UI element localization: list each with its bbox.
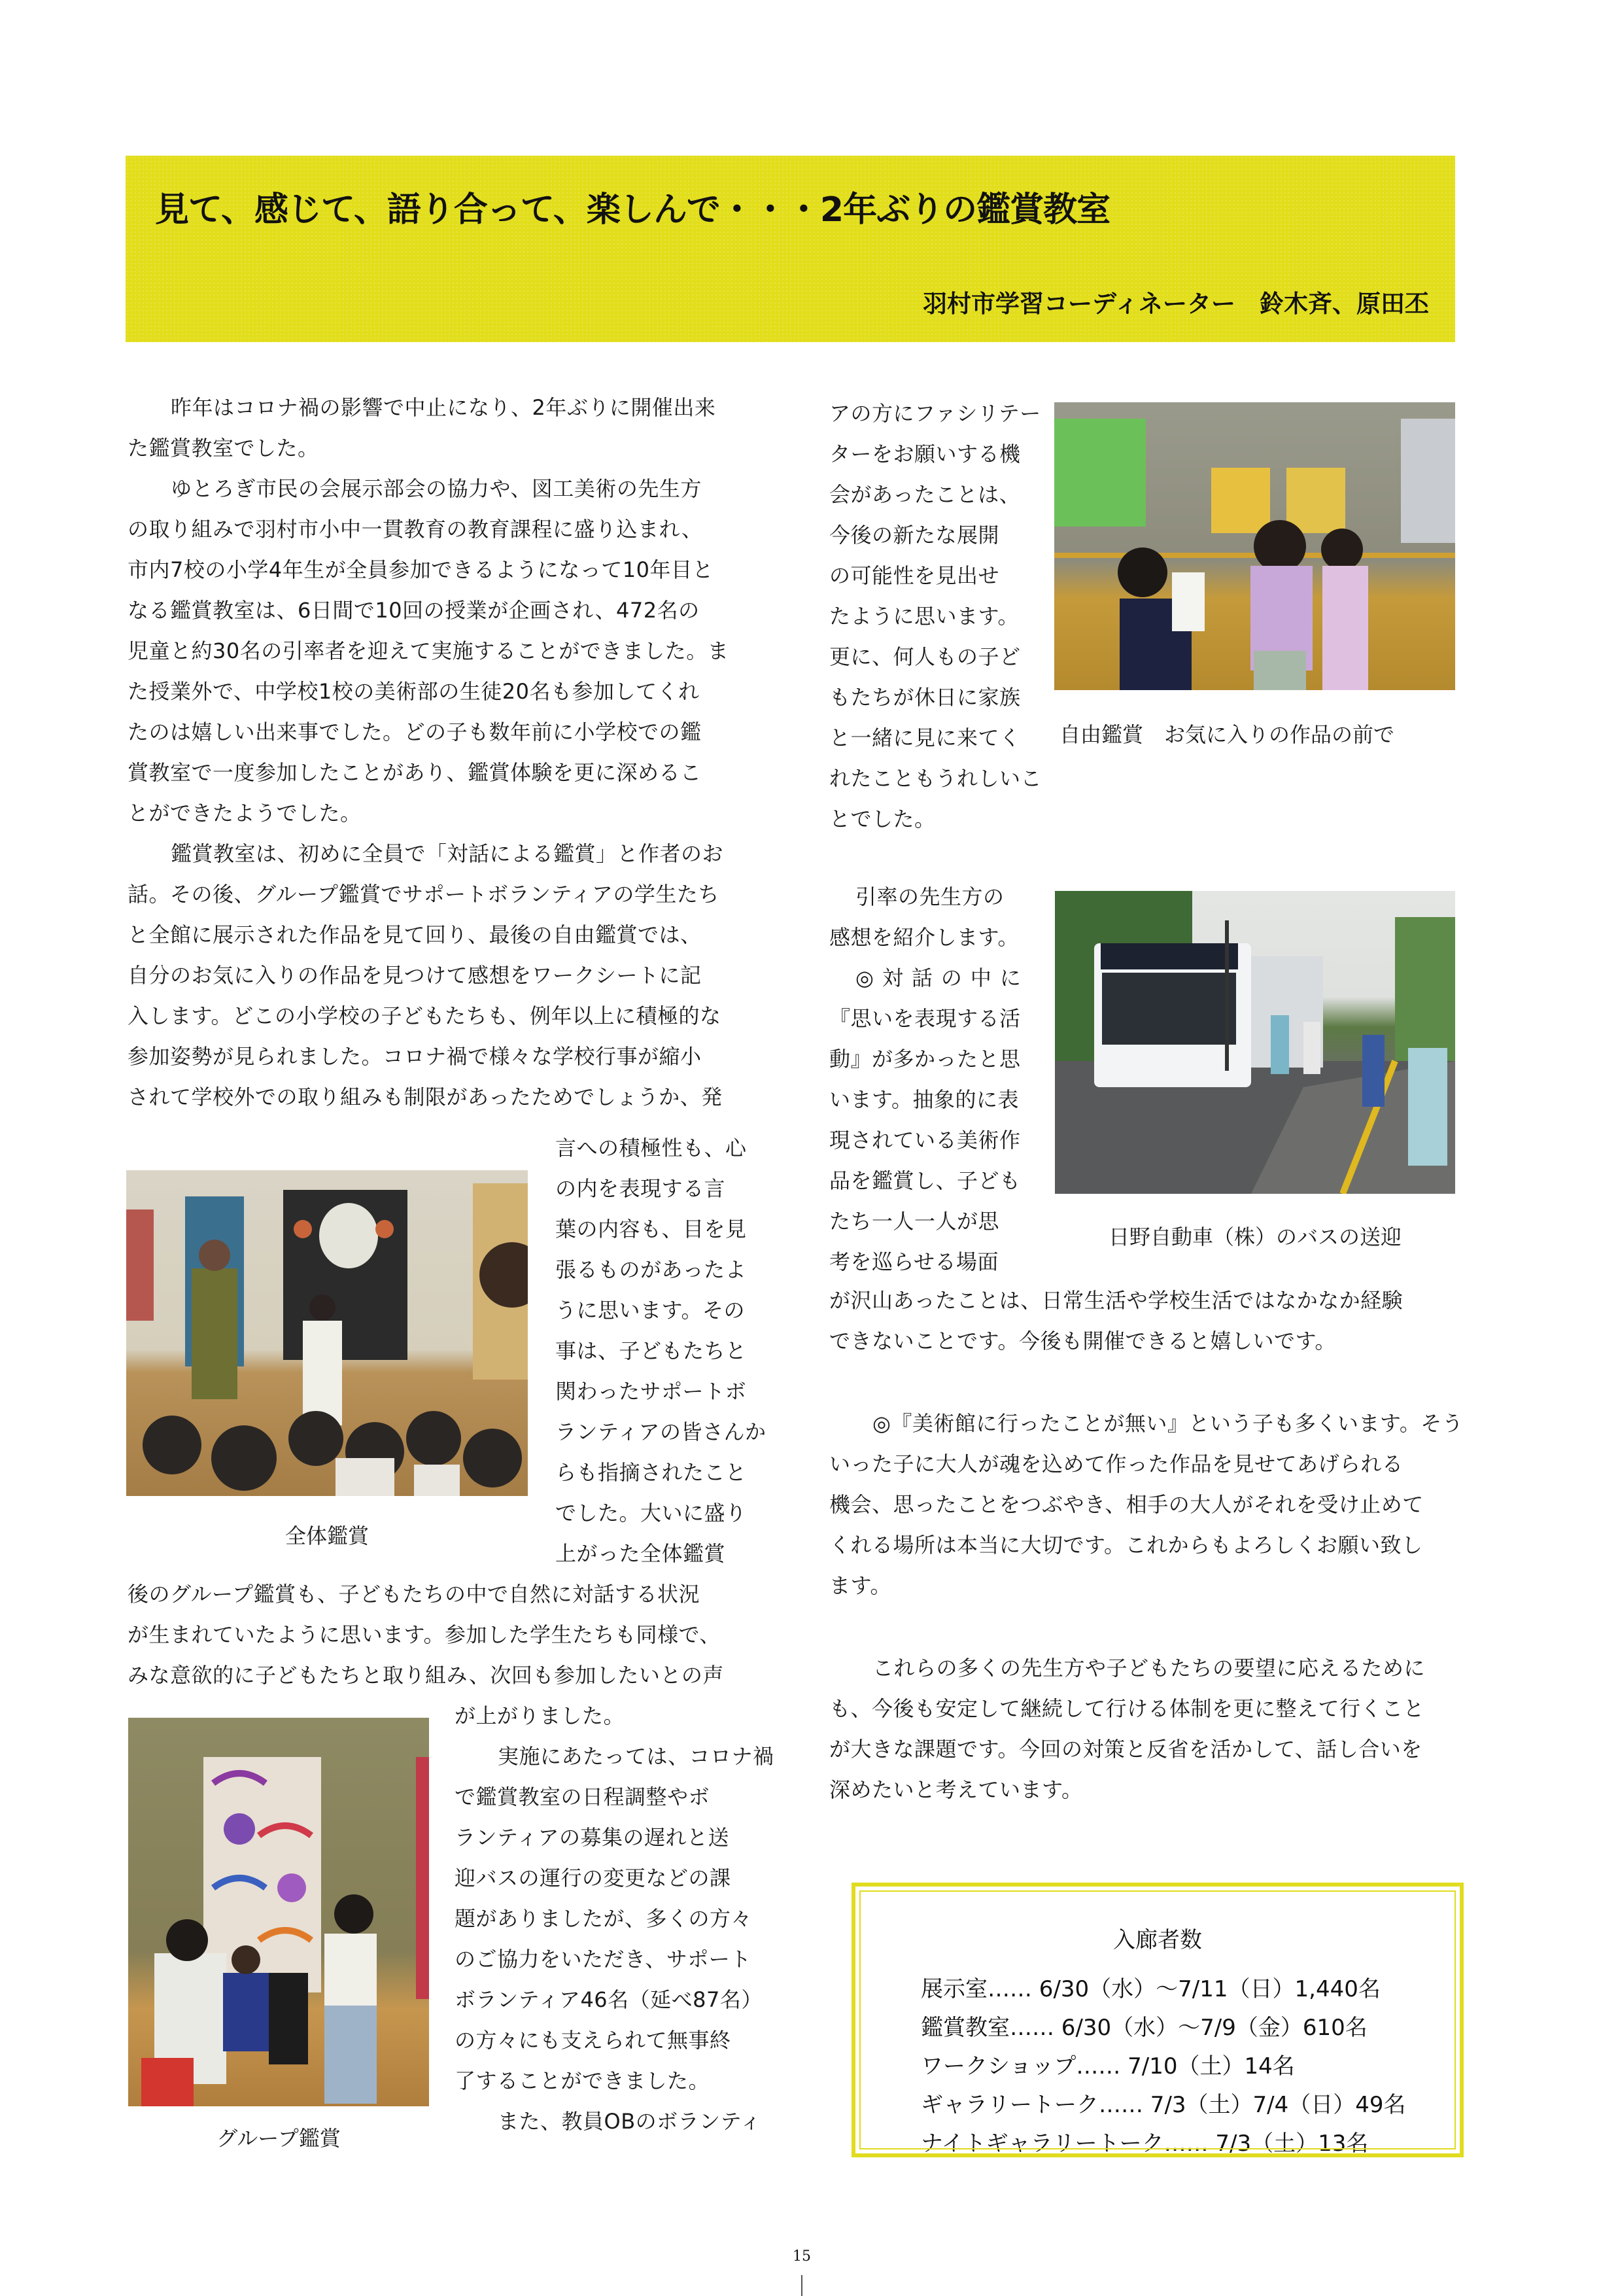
paragraph-line: 更に、何人もの子ど bbox=[829, 644, 1021, 669]
photo-group-caption: グループ鑑賞 bbox=[216, 2126, 341, 2151]
photo-free-caption: 自由鑑賞 お気に入りの作品の前で bbox=[1059, 722, 1395, 747]
paragraph-line: もたちが休日に家族 bbox=[829, 685, 1021, 710]
left-text-block-4 bbox=[455, 1696, 774, 2142]
paragraph-line: 動』が多かったと思 bbox=[829, 1047, 1021, 1071]
paragraph-line: 現されている美術作 bbox=[829, 1128, 1021, 1153]
paragraph-line: 昨年はコロナ禍の影響で中止になり、2年ぶりに開催出来 bbox=[171, 395, 716, 420]
right-text-block-3 bbox=[829, 1280, 1464, 1361]
paragraph-line: 深めたいと考えています。 bbox=[829, 1777, 1083, 1802]
attendance-row: ワークショップ…… 7/10（土）14名 bbox=[921, 2053, 1295, 2079]
paragraph-line: 了することができました。 bbox=[455, 2068, 710, 2093]
paragraph-line: できないことです。今後も開催できると嬉しいです。 bbox=[829, 1329, 1336, 1353]
attendance-list bbox=[921, 1970, 1406, 2163]
paragraph-line: 題がありましたが、多くの方々 bbox=[455, 1906, 753, 1931]
attendance-row: 展示室…… 6/30（水）～7/11（日）1,440名 bbox=[921, 1976, 1381, 2002]
paragraph-line: 実施にあたっては、コロナ禍 bbox=[498, 1744, 774, 1769]
paragraph-line: 関わったサポートボ bbox=[555, 1379, 747, 1404]
paragraph-line: たち一人一人が思 bbox=[829, 1209, 1000, 1234]
right-text-block-1 bbox=[829, 393, 1045, 839]
paragraph-line: 引率の先生方の bbox=[855, 884, 1005, 909]
title-banner bbox=[126, 156, 1455, 342]
paragraph-line: ターをお願いする機 bbox=[829, 442, 1021, 466]
paragraph-line: されて学校外での取り組みも制限があったためでしょうか、発 bbox=[128, 1085, 723, 1109]
paragraph-line: ゆとろぎ市民の会展示部会の協力や、図工美術の先生方 bbox=[171, 476, 702, 501]
paragraph-line: の方々にも支えられて無事終 bbox=[455, 2028, 731, 2053]
photo-group-appreciation-illustration bbox=[128, 1718, 429, 2106]
paragraph-line: 児童と約30名の引率者を迎えて実施することができました。ま bbox=[128, 638, 729, 663]
photo-group-appreciation bbox=[128, 1718, 429, 2106]
attendance-row: 鑑賞教室…… 6/30（水）～7/9（金）610名 bbox=[921, 2015, 1368, 2041]
paragraph-line: 張るものがあったよ bbox=[555, 1257, 747, 1282]
right-text-block-2 bbox=[829, 877, 1045, 1282]
paragraph-line: と全館に展示された作品を見て回り、最後の自由鑑賞では、 bbox=[128, 922, 702, 947]
attendance-box bbox=[852, 1883, 1464, 2157]
paragraph-line: 後のグループ鑑賞も、子どもたちの中で自然に対話する状況 bbox=[128, 1582, 700, 1607]
paragraph-line: の内を表現する言 bbox=[555, 1176, 726, 1201]
paragraph-line: ランティアの募集の遅れと送 bbox=[455, 1825, 729, 1850]
page-number: 15 bbox=[793, 2248, 811, 2265]
paragraph-line: 話。その後、グループ鑑賞でサポートボランティアの学生たち bbox=[128, 882, 719, 907]
paragraph-line: 事は、子どもたちと bbox=[555, 1338, 747, 1363]
paragraph-line: が生まれていたように思います。参加した学生たちも同様で、 bbox=[128, 1622, 721, 1647]
paragraph-line: でした。大いに盛り bbox=[555, 1501, 747, 1525]
paragraph-line: これらの多くの先生方や子どもたちの要望に応えるために bbox=[872, 1656, 1426, 1680]
paragraph-line: も、今後も安定して継続して行ける体制を更に整えて行くこと bbox=[829, 1696, 1425, 1721]
paragraph-line: 会があったことは、 bbox=[829, 482, 1021, 507]
paragraph-line: た鑑賞教室でした。 bbox=[128, 436, 319, 461]
paragraph-line: 考を巡らせる場面 bbox=[829, 1249, 999, 1274]
left-text-block-1 bbox=[128, 387, 762, 1117]
paragraph-line: 鑑賞教室は、初めに全員で「対話による鑑賞」と作者のお bbox=[171, 841, 724, 866]
paragraph-line: のご協力をいただき、サポート bbox=[455, 1947, 751, 1972]
photo-whole-appreciation-illustration bbox=[126, 1170, 528, 1496]
paragraph-line: 迎バスの運行の変更などの課 bbox=[455, 1866, 731, 1890]
paragraph-line: が大きな課題です。今回の対策と反省を活かして、話し合いを bbox=[829, 1737, 1422, 1762]
paragraph-line: らも指摘されたこと bbox=[555, 1460, 747, 1485]
right-text-block-4 bbox=[829, 1403, 1464, 1606]
paragraph-line: とでした。 bbox=[829, 807, 936, 831]
photo-free-appreciation-illustration bbox=[1054, 402, 1455, 690]
paragraph-line: います。抽象的に表 bbox=[829, 1087, 1019, 1112]
paragraph-line: が沢山あったことは、日常生活や学校生活ではなかなか経験 bbox=[829, 1288, 1403, 1313]
attendance-row: ナイトギャラリートーク…… 7/3（土）13名 bbox=[921, 2131, 1369, 2157]
right-text-block-5 bbox=[829, 1648, 1464, 1810]
paragraph-line: ます。 bbox=[829, 1573, 891, 1598]
paragraph-line: の取り組みで羽村市小中一貫教育の教育課程に盛り込まれ、 bbox=[128, 517, 703, 542]
paragraph-line: うに思います。その bbox=[555, 1298, 745, 1323]
paragraph-line: なる鑑賞教室は、6日間で10回の授業が企画され、472名の bbox=[128, 598, 700, 623]
paragraph-line: 感想を紹介します。 bbox=[829, 925, 1019, 950]
article-title: 見て、感じて、語り合って、楽しんで・・・2年ぶりの鑑賞教室 bbox=[155, 190, 1110, 230]
paragraph-line: ◎『美術館に行ったことが無い』という子も多くいます。そう bbox=[872, 1411, 1464, 1436]
paragraph-line: 市内7校の小学4年生が全員参加できるようになって10年目と bbox=[128, 557, 714, 582]
paragraph-line: 品を鑑賞し、子ども bbox=[829, 1168, 1021, 1193]
photo-bus-shuttle-illustration bbox=[1055, 891, 1455, 1194]
paragraph-line: みな意欲的に子どもたちと取り組み、次回も参加したいとの声 bbox=[128, 1663, 724, 1688]
paragraph-line: ランティアの皆さんか bbox=[555, 1419, 766, 1444]
photo-whole-appreciation bbox=[126, 1170, 528, 1496]
paragraph-line: 自分のお気に入りの作品を見つけて感想をワークシートに記 bbox=[128, 963, 702, 988]
paragraph-line: 機会、思ったことをつぶやき、相手の大人がそれを受け止めて bbox=[829, 1492, 1424, 1517]
attendance-row: ギャラリートーク…… 7/3（土）7/4（日）49名 bbox=[921, 2092, 1406, 2118]
photo-bus-shuttle bbox=[1055, 891, 1455, 1194]
paragraph-line: と一緒に見に来てく bbox=[829, 725, 1021, 750]
paragraph-line: 『思いを表現する活 bbox=[829, 1006, 1021, 1031]
paragraph-line: 賞教室で一度参加したことがあり、鑑賞体験を更に深めるこ bbox=[128, 760, 702, 785]
paragraph-line: 参加姿勢が見られました。コロナ禍で様々な学校行事が縮小 bbox=[128, 1044, 702, 1069]
paragraph-line: れたこともうれしいこ bbox=[829, 766, 1042, 791]
paragraph-line: 上がった全体鑑賞 bbox=[555, 1541, 726, 1566]
left-text-block-2 bbox=[555, 1128, 765, 1574]
photo-bus-caption: 日野自動車（株）のバスの送迎 bbox=[1108, 1225, 1402, 1249]
paragraph-line: ボランティア46名（延べ87名） bbox=[455, 1987, 763, 2012]
photo-whole-caption: 全体鑑賞 bbox=[284, 1523, 369, 1548]
paragraph-line: たように思います。 bbox=[829, 604, 1019, 629]
paragraph-line: た授業外で、中学校1校の美術部の生徒20名も参加してくれ bbox=[128, 679, 700, 704]
paragraph-line: いった子に大人が魂を込めて作った作品を見せてあげられる bbox=[829, 1452, 1403, 1476]
photo-free-appreciation bbox=[1054, 402, 1455, 690]
paragraph-line: 今後の新たな展開 bbox=[829, 523, 1000, 548]
paragraph-line: 入します。どこの小学校の子どもたちも、例年以上に積極的な bbox=[128, 1003, 721, 1028]
paragraph-line: の可能性を見出せ bbox=[829, 563, 1000, 588]
attendance-title: 入廊者数 bbox=[1113, 1927, 1202, 1953]
paragraph-line: アの方にファシリテー bbox=[829, 401, 1041, 426]
paragraph-line: とができたようでした。 bbox=[128, 801, 362, 826]
paragraph-line: 言への積極性も、心 bbox=[555, 1136, 747, 1160]
article-author: 羽村市学習コーディネーター 鈴木斉、原田丕 bbox=[922, 290, 1429, 318]
paragraph-line: で鑑賞教室の日程調整やボ bbox=[455, 1784, 710, 1809]
paragraph-line: が上がりました。 bbox=[455, 1703, 625, 1728]
paragraph-line: 葉の内容も、目を見 bbox=[555, 1217, 747, 1242]
paragraph-line: また、教員OBのボランティ bbox=[498, 2109, 762, 2134]
page-divider bbox=[801, 2275, 802, 2296]
paragraph-line: ◎対話の中に bbox=[855, 965, 1029, 990]
paragraph-line: くれる場所は本当に大切です。これからもよろしくお願い致し bbox=[829, 1533, 1423, 1557]
paragraph-line: たのは嬉しい出来事でした。どの子も数年前に小学校での鑑 bbox=[128, 720, 702, 744]
left-text-block-3 bbox=[128, 1574, 762, 1696]
